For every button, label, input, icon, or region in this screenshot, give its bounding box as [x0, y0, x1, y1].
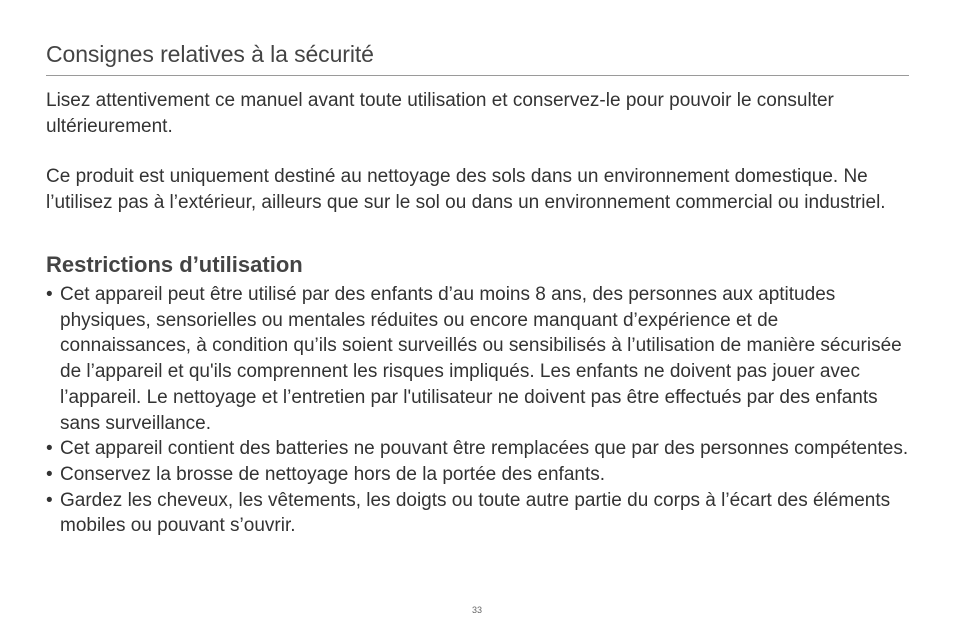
manual-page — [46, 38, 910, 539]
list-item-text: Cet appareil contient des batteries ne pouvant être remplacées que par des personnes compétentes. — [60, 438, 909, 460]
restrictions-list — [46, 282, 910, 539]
list-item-text: Gardez les cheveux, les vêtements, les doigts ou toute autre partie du corps à l’écart des éléments mobiles ou pouvant s’ouvrir. — [60, 489, 891, 537]
usage-paragraph: Ce produit est uniquement destiné au nettoyage des sols dans un environnement domestique. Ne l’utilisez pas à l’extérieur, ailleurs que sur le sol ou dans un environnement commercial ou industriel. — [46, 166, 886, 213]
list-item-text: Cet appareil peut être utilisé par des enfants d’au moins 8 ans, des personnes aux aptitudes physiques, sensorielles ou mentales réduites ou encore manquant d’expérience et de connaissances, à condition qu’ils soient surveillés ou sensibilisés à l’utilisation de manière sécurisée de l’appareil et qu'ils comprennent les risques impliqués. Les enfants ne doivent pas jouer avec l’appareil. Le nettoyage et l’entretien par l'utilisateur ne doivent pas être effectués par des enfants sans surveillance. — [60, 284, 902, 434]
list-item — [46, 282, 910, 436]
bullet-glyph: • — [46, 489, 53, 511]
list-item — [46, 462, 910, 488]
page-number: 33 — [471, 605, 482, 615]
list-item — [46, 488, 910, 539]
bullet-glyph: • — [46, 438, 53, 460]
list-item — [46, 436, 910, 462]
list-item-text: Conservez la brosse de nettoyage hors de la portée des enfants. — [60, 463, 606, 485]
intro-paragraph: Lisez attentivement ce manuel avant toute utilisation et conservez-le pour pouvoir le consulter ultérieurement. — [46, 90, 834, 137]
title-divider — [46, 75, 909, 76]
bullet-glyph: • — [46, 463, 53, 485]
bullet-glyph: • — [46, 284, 53, 305]
section-title: Consignes relatives à la sécurité — [46, 41, 374, 67]
restrictions-title: Restrictions d’utilisation — [46, 252, 303, 277]
